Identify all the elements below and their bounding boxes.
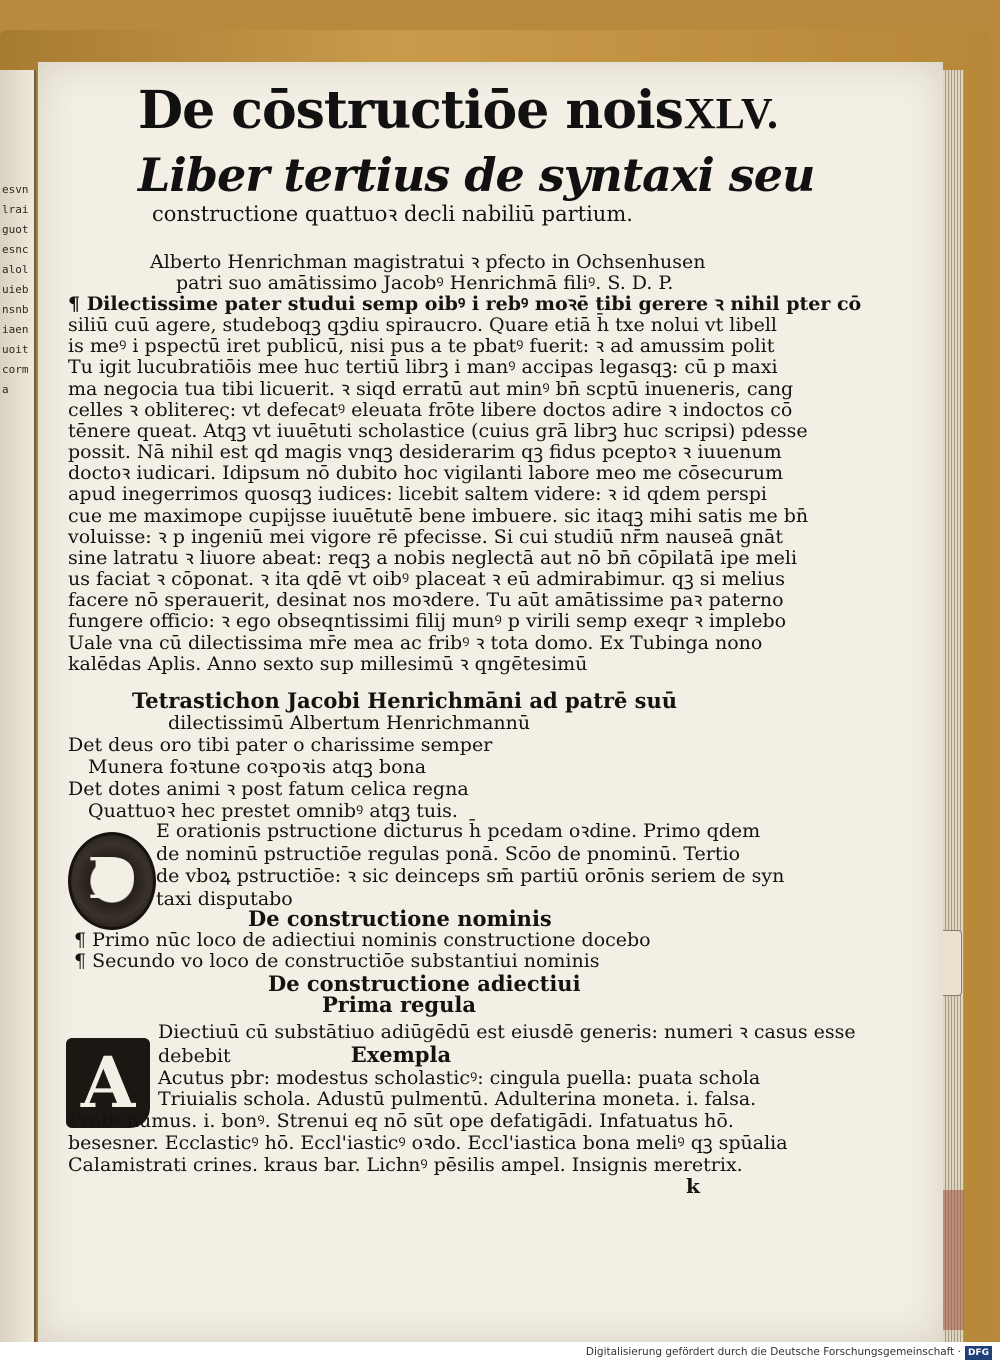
letter-line: us faciat ꝛ cōponat. ꝛ ita qdē vt oibꝰ placeat ꝛ eū admirabimur. qꝫ si melius bbox=[68, 568, 785, 591]
dedication-line: Alberto Henrichman magistratui ꝛ pfecto in Ochsenhusen bbox=[150, 251, 706, 273]
section-headings bbox=[68, 908, 768, 1016]
text-line: Triuialis schola. Adustū pulmentū. Adulterina moneta. i. falsa. bbox=[158, 1088, 757, 1111]
text-line: Probꝰ nūmus. i. bonꝰ. Strenui eq nō sūt ope defatigādi. Infatuatus hō. bbox=[68, 1110, 734, 1133]
text-line: taxi disputabo bbox=[156, 887, 293, 910]
letter-line: kalēdas Aplis. Anno sexto sup millesimū ꝛ qngētesimū bbox=[68, 652, 588, 675]
running-head bbox=[138, 80, 778, 152]
book-title: Liber tertius de syntaxi seu bbox=[138, 148, 815, 202]
page-stack-edge bbox=[940, 70, 964, 1342]
letter-line: ¶ Dilectissime pater studui semp oibꝰ i rebꝰ moꝛē tibi gerere ꝛ nihil pter cō bbox=[68, 293, 862, 315]
letter-line: is meꝰ i pspectū iret publicū, nisi pus a te pbatꝰ fuerit: ꝛ ad amussim polit bbox=[68, 335, 775, 358]
verse-line: Det deus oro tibi pater o charissime semper bbox=[68, 734, 493, 756]
book-subtitle: constructione quattuoꝛ decli nabiliū partium. bbox=[152, 202, 633, 226]
text-fragment: debebit bbox=[158, 1044, 231, 1067]
catchword: k bbox=[686, 1174, 700, 1198]
folio-number: XLV. bbox=[683, 89, 778, 138]
section-heading: De constructione nominis bbox=[248, 906, 552, 931]
credit-text: Digitalisierung gefördert durch die Deutsche Forschungsgemeinschaft · bbox=[585, 1346, 961, 1358]
tetrastichon-subheading: dilectissimū Albertum Henrichmannū bbox=[168, 712, 531, 734]
facing-page-edge bbox=[0, 70, 36, 1342]
letter-line: voluisse: ꝛ p ingeniū mei vigore rē pfecisse. Si cui studiū nr̄m nauseā gnāt bbox=[68, 525, 783, 548]
rule-line: ¶ Primo nūc loco de adiectiui nominis constructione docebo bbox=[74, 928, 651, 951]
letter-line: sine latratu ꝛ liuore abeat: reqꝫ a nobis neglectā aut nō bn̄ cōpilatā ipe meli bbox=[68, 546, 798, 569]
tetrastichon bbox=[68, 690, 768, 822]
letter-line: celles ꝛ oblitereς: vt defecatꝰ eleuata frōte libere doctos adire ꝛ indoctos cō bbox=[68, 398, 793, 421]
rule-line: ¶ Secundo vo loco de constructiōe substantiui nominis bbox=[74, 950, 600, 972]
dedication-line: patri suo amātissimo Jacobꝰ Henrichmā filiꝰ. S. D. P. bbox=[176, 272, 674, 294]
text-line: Diectiuū cū substātiuo adiūgēdū est eiusdē generis: numeri ꝛ casus esse bbox=[158, 1021, 856, 1043]
book-page bbox=[38, 62, 943, 1342]
text-line bbox=[68, 1041, 788, 1068]
letter-line: doctoꝛ iudicari. Idipsum nō dubito hoc vigilanti labore meo me cōsecurum bbox=[68, 462, 784, 485]
text-line: E orationis pstructione dicturus h̄ pcedam oꝛdine. Primo qdem bbox=[156, 820, 761, 842]
letter-line: siliū cuū agere, studeboqꝫ qꝫdiu spiraucro. Quare etiā h̄ txe nolui vt libell bbox=[68, 314, 777, 337]
verse-line: Quattuoꝛ hec prestet omnibꝰ atqꝫ tuis. bbox=[88, 800, 458, 822]
letter-line: apud inegerrimos quosqꝫ iudices: licebit saltem videre: ꝛ id qdem perspi bbox=[68, 483, 767, 506]
verse-line: Munera foꝛtune coꝛpoꝛis atqꝫ bona bbox=[88, 756, 427, 778]
letter-line: ma negocia tua tibi licuerit. ꝛ siqd erratū aut minꝰ bn̄ scptū inueneris, cang bbox=[68, 377, 794, 400]
text-line: Calamistrati crines. kraus bar. Lichnꝰ pēsilis ampel. Insignis meretrix. bbox=[68, 1153, 743, 1176]
text-line: Acutus pbr: modestus scholasticꝰ: cingula puella: puata schola bbox=[158, 1066, 761, 1089]
decorated-initial-a: A bbox=[66, 1038, 150, 1128]
letter-line: cue me maximope cupijsse iuuētutē bene imbuere. sic itaqꝫ mihi satis me bn̄ bbox=[68, 504, 809, 527]
digitization-credit bbox=[0, 1342, 1000, 1362]
text-line: de vboꝝ pstructiōe: ꝛ sic deinceps sm̄ partiū orōnis seriem de syn bbox=[156, 865, 785, 887]
oration-intro bbox=[156, 820, 785, 910]
letter-line: fungere officio: ꝛ ego obseqntissimi filij munꝰ p virili semp exeqr ꝛ implebo bbox=[68, 610, 787, 633]
letter-line: tēnere queat. Atqꝫ vt iuuētuti scholastice (cuius grā librꝫ huc scripsi) pdesse bbox=[68, 419, 808, 442]
rule-heading: Prima regula bbox=[322, 992, 476, 1017]
text-line: besesner. Ecclasticꝰ hō. Eccl'iasticꝰ oꝛdo. Eccl'iastica bona meliꝰ qꝫ spūalia bbox=[68, 1131, 788, 1154]
section-heading: De constructione adiectiui bbox=[268, 970, 581, 996]
adjective-rule bbox=[68, 1021, 856, 1177]
running-title: De cōstructiōe nois bbox=[138, 80, 683, 141]
text-line: de nominū pstructiōe regulas ponā. Scōo de pnominū. Tertio bbox=[156, 842, 741, 865]
dfg-logo: DFG bbox=[965, 1346, 992, 1360]
facing-page-fragments: esvnlraiguotesncaloluiebnsnbiaenuoitcorma bbox=[2, 183, 29, 396]
tetrastichon-heading: Tetrastichon Jacobi Henrichmāni ad patrē suū bbox=[132, 688, 678, 713]
letter-line: possit. Nā nihil est qd magis vnqꝫ desiderarim qꝫ fidus pceptoꝛ ꝛ iuuenum bbox=[68, 441, 782, 464]
exempla-heading: Exempla bbox=[350, 1041, 452, 1067]
verse-line: Det dotes animi ꝛ post fatum celica regna bbox=[68, 778, 469, 800]
letter-line: facere nō sperauerit, desinat nos moꝛdere. Tu aūt amātissime paꝛ paterno bbox=[68, 589, 784, 612]
dedication bbox=[150, 252, 750, 294]
decorated-initial-d: D bbox=[68, 832, 156, 930]
dedicatory-letter bbox=[68, 293, 862, 675]
letter-line: Tu igit lucubratiōis mee huc tertiū librꝫ i manꝰ accipas legasqꝫ: cū p maxi bbox=[68, 356, 778, 379]
letter-line: Uale vna cū dilectissima mr̄e mea ac fribꝰ ꝛ tota domo. Ex Tubinga nono bbox=[68, 631, 763, 654]
